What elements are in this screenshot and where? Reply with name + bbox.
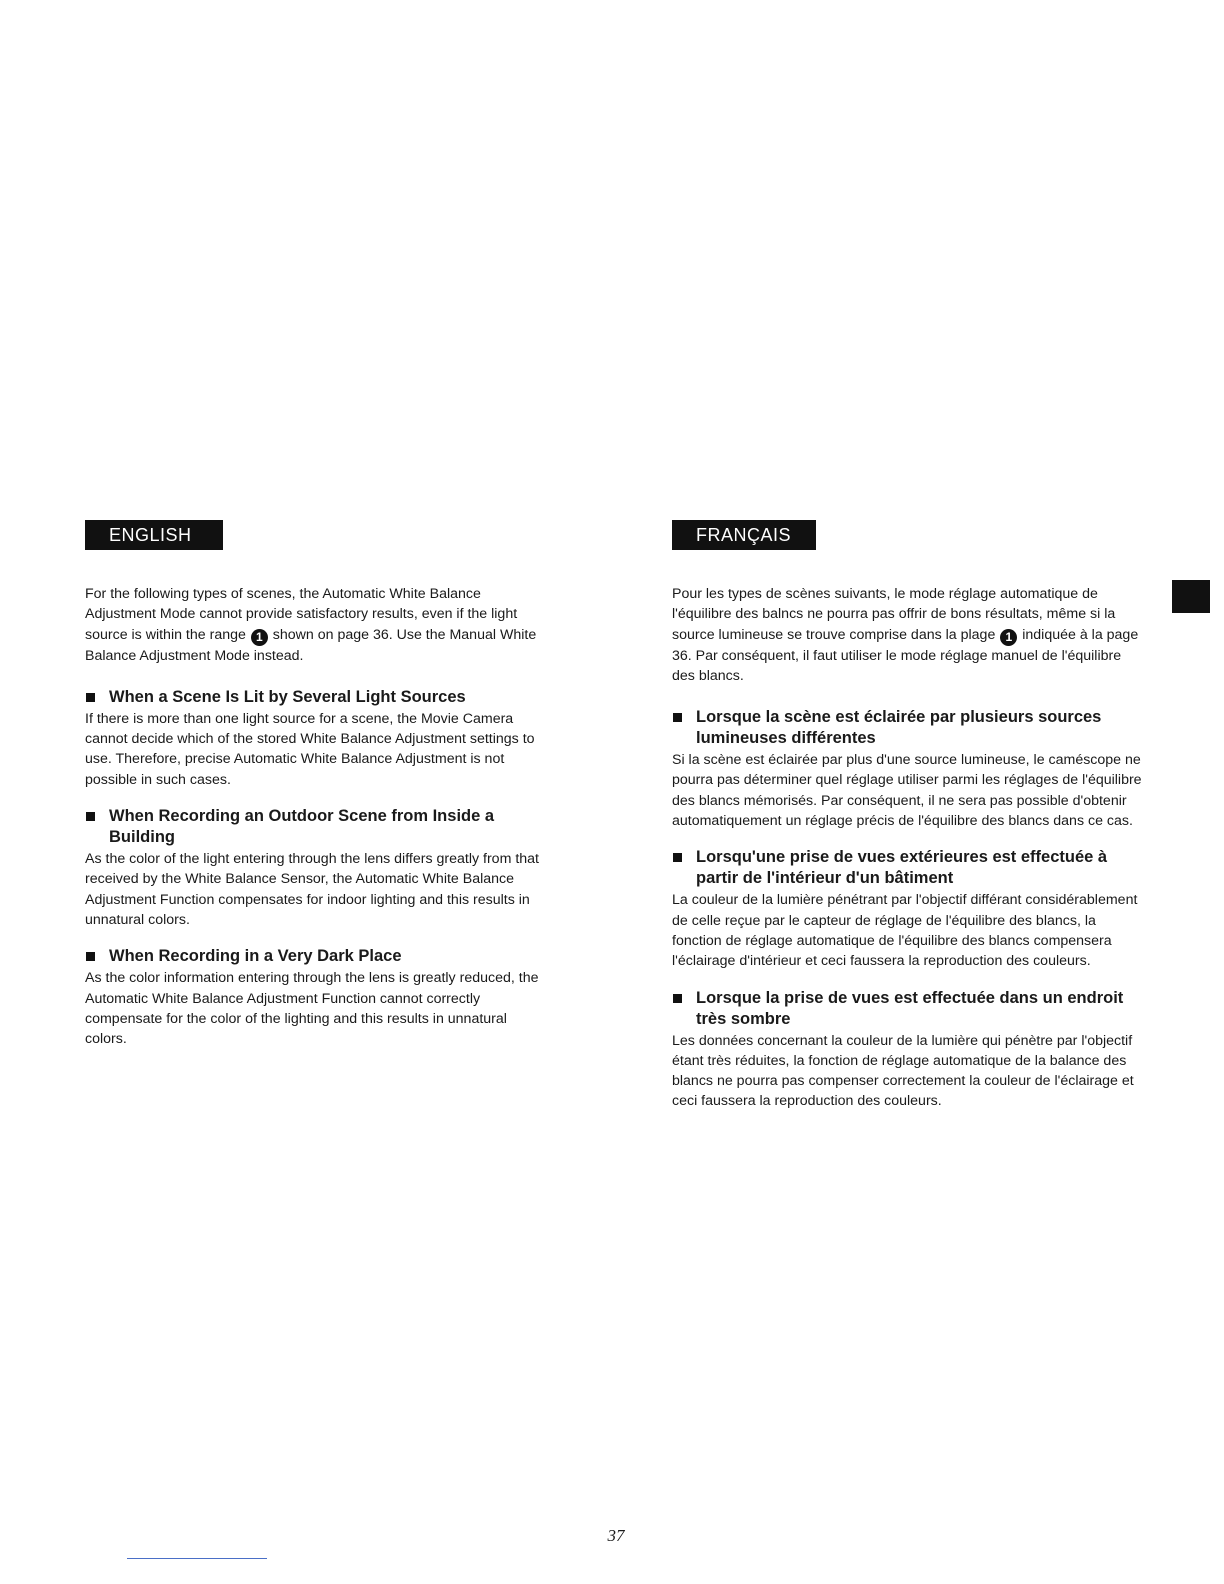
heading-text: When Recording an Outdoor Scene from Inside a Building <box>109 807 495 847</box>
english-section-dark-place <box>85 946 540 1049</box>
bullet-square-icon <box>673 713 682 722</box>
french-tab: FRANÇAIS <box>672 520 816 550</box>
french-column <box>672 520 1147 1112</box>
french-section-plusieurs-sources <box>672 707 1147 831</box>
english-section-several-lights <box>85 687 540 790</box>
french-section-endroit-sombre <box>672 988 1147 1112</box>
bullet-square-icon <box>86 812 95 821</box>
section-heading <box>85 687 540 708</box>
english-intro-text-b: shown on page 36. Use the Manual White Balance Adjustment Mode instead. <box>85 626 537 664</box>
section-body: Les données concernant la couleur de la lumière qui pénètre par l'objectif étant très réduites, la fonction de réglage automatique de la balance des blancs ne pourra pas compenser correctement la couleur de l'éclairage et ceci faussera la reproduction des couleurs. <box>672 1032 1134 1110</box>
heading-text: When Recording in a Very Dark Place <box>109 947 402 966</box>
section-heading <box>85 946 540 967</box>
english-tab: ENGLISH <box>85 520 223 550</box>
section-heading <box>672 988 1147 1030</box>
french-intro <box>672 584 1147 686</box>
section-body: Si la scène est éclairée par plus d'une source lumineuse, le caméscope ne pourra pas déterminer quel réglage utiliser parmi les réglages de l'équilibre des blancs mémorisés. Par conséquent, il ne sera pas possible d'obtenir automatiquement un réglage précis de l'équilibre des blancs dans ce cas. <box>672 752 1142 830</box>
heading-text: When a Scene Is Lit by Several Light Sources <box>109 687 466 706</box>
heading-text: Lorsque la prise de vues est effectuée dans un endroit très sombre <box>696 988 1124 1028</box>
french-section-exterieur-interieur <box>672 847 1147 971</box>
english-intro <box>85 584 540 666</box>
page-number: 37 <box>607 1526 625 1545</box>
bullet-square-icon <box>86 693 95 702</box>
section-edge-tab <box>1172 580 1210 613</box>
footer-rule <box>127 1558 267 1559</box>
bullet-square-icon <box>86 952 95 961</box>
section-body: As the color information entering through the lens is greatly reduced, the Automatic White Balance Adjustment Function cannot correctly compensate for the color of the lighting and this results in unnatural colors. <box>85 970 539 1048</box>
range-marker-icon: 1 <box>1000 629 1017 646</box>
section-heading <box>85 806 540 848</box>
section-body: As the color of the light entering through the lens differs greatly from that received by the White Balance Sensor, the Automatic White Balance Adjustment Function compensates for indoor lighting and this results in unnatural colors. <box>85 851 539 928</box>
heading-text: Lorsque la scène est éclairée par plusieurs sources lumineuses différentes <box>696 708 1102 748</box>
french-intro-text-a: Pour les types de scènes suivants, le mode réglage automatique de l'équilibre des balncs ne pourra pas offrir de bons résultats, même si la source lumineuse se trouve comprise dans la plage <box>672 586 1116 643</box>
section-body: La couleur de la lumière pénétrant par l'objectif différant considérablement de celle reçue par le capteur de réglage de l'équilibre des blancs, la fonction de réglage automatique de l'équilibre des blancs compensera l'éclairage d'intérieur et ceci faussera la reproduction des couleurs. <box>672 892 1138 970</box>
section-body: If there is more than one light source for a scene, the Movie Camera cannot decide which of the stored White Balance Adjustment settings to use. Therefore, precise Automatic White Balance Adjustment is not possible in such cases. <box>85 710 535 788</box>
range-marker-icon: 1 <box>251 629 268 646</box>
bullet-square-icon <box>673 994 682 1003</box>
english-intro-text-a: For the following types of scenes, the Automatic White Balance Adjustment Mode cannot provide satisfactory results, even if the light source is within the range <box>85 586 518 643</box>
french-intro-text-b: indiquée à la page 36. Par conséquent, il faut utiliser le mode réglage manuel de l'équilibre des blancs. <box>672 626 1139 684</box>
heading-text: Lorsqu'une prise de vues extérieures est effectuée à partir de l'intérieur d'un bâtiment <box>696 848 1108 888</box>
bullet-square-icon <box>673 853 682 862</box>
english-section-outdoor-from-inside <box>85 806 540 930</box>
english-column <box>85 520 540 1049</box>
section-heading <box>672 707 1147 749</box>
section-heading <box>672 847 1147 889</box>
